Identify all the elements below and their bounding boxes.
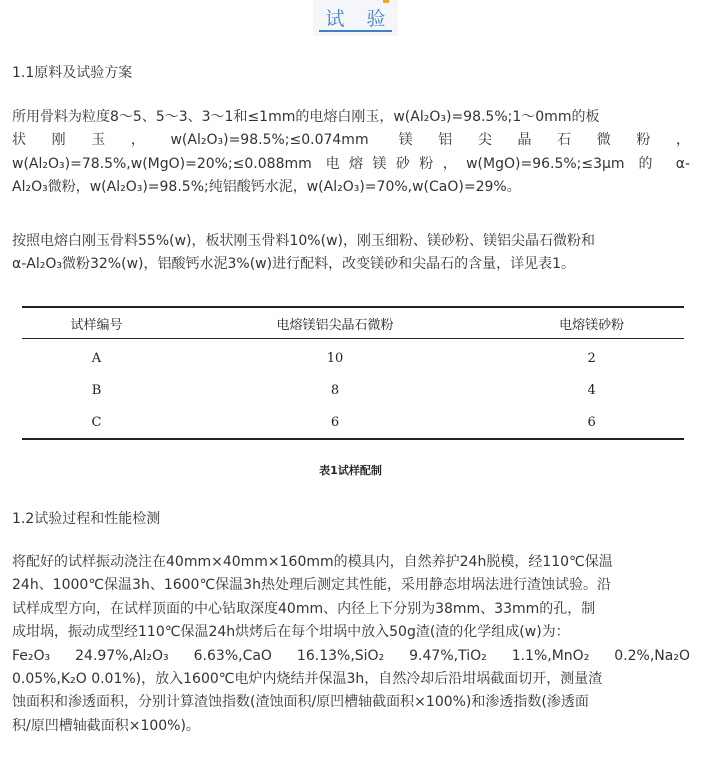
table-cell: 6 <box>499 406 684 439</box>
table-row <box>22 339 684 375</box>
table-cell: B <box>91 382 102 398</box>
table-cell: 10 <box>326 350 344 366</box>
table-caption: 表1试样配制 <box>319 464 382 477</box>
table-cell: 8 <box>330 382 340 398</box>
paragraph-materials <box>12 106 690 200</box>
section-title-box <box>313 0 398 36</box>
paragraph-batching <box>12 230 690 277</box>
table-cell: 4 <box>587 382 596 398</box>
paragraph-line: 所用骨料为粒度8～5、5～3、3～1和≤1mm的电熔白刚玉，w(Al₂O₃)=98.5%;1～0mm的板 <box>12 109 600 125</box>
paragraph-line: Al₂O₃微粉，w(Al₂O₃)=98.5%;纯铝酸钙水泥，w(Al₂O₃)=70%,w(CaO)=29%。 <box>12 179 521 196</box>
paragraph-line: 成坩埚，振动成型经110℃保温24h烘烤后在每个坩埚中放入50g渣(渣的化学组成(w)为： <box>12 624 570 641</box>
table-cell: C <box>22 406 171 439</box>
title-accent-mark <box>383 0 389 3</box>
section-title: 试 验 <box>325 8 394 30</box>
table-row <box>22 406 684 439</box>
paragraph-line: 0.05%,K₂O 0.01%)，放入1600℃电炉内烧结并保温3h，自然冷却后沿坩埚截面切开，测量渣 <box>12 671 603 688</box>
table-row <box>22 374 684 406</box>
paragraph-line: Fe₂O₃ 24.97%,Al₂O₃ 6.63%,CaO 16.13%,SiO₂ 9.47%,TiO₂ 1.1%,MnO₂ 0.2%,Na₂O <box>12 647 690 664</box>
table-header-row <box>22 307 684 339</box>
table-header-cell: 电熔镁砂粉 <box>499 307 684 339</box>
paragraph-line: 将配好的试样振动浇注在40mm×40mm×160mm的模具内，自然养护24h脱模，经110℃保温 <box>12 554 613 570</box>
table-cell: A <box>91 350 102 366</box>
heading-1-1: 1.1原料及试验方案 <box>12 65 133 81</box>
paragraph-line: w(Al₂O₃)=78.5%,w(MgO)=20%;≤0.088mm 电熔镁砂粉，w(MgO)=96.5%;≤3μm 的 α- <box>12 155 690 172</box>
heading-1-2: 1.2试验过程和性能检测 <box>12 511 161 527</box>
paragraph-line: 按照电熔白刚玉骨料55%(w)，板状刚玉骨料10%(w)，刚玉细粉、镁砂粉、镁铝尖晶石微粉和 <box>12 233 595 249</box>
sample-composition-table <box>22 306 684 440</box>
table-header-cell: 试样编号 <box>22 307 171 339</box>
paragraph-line: 试样成型方向，在试样顶面的中心钻取深度40mm、内径上下分别为38mm、33mm的孔，制 <box>12 600 596 617</box>
table-cell: 2 <box>587 350 596 366</box>
paragraph-line: α-Al₂O₃微粉32%(w)，铝酸钙水泥3%(w)进行配料，改变镁砂和尖晶石的含量，详见表1。 <box>12 256 575 273</box>
paragraph-line: 24h、1000℃保温3h、1600℃保温3h热处理后测定其性能，采用静态坩埚法进行渣蚀试验。沿 <box>12 577 611 594</box>
table-cell: 6 <box>171 406 499 439</box>
paragraph-line: 积/原凹槽轴截面积×100%)。 <box>12 717 200 734</box>
paragraph-procedure <box>12 551 690 738</box>
paragraph-line: 状刚玉，w(Al₂O₃)=98.5%;≤0.074mm 镁铝尖晶石微粉， <box>12 132 690 149</box>
table-header-cell: 电熔镁铝尖晶石微粉 <box>171 307 499 339</box>
title-underline <box>319 30 392 32</box>
paragraph-line: 蚀面积和渗透面积，分别计算渣蚀指数(渣蚀面积/原凹槽轴截面积×100%)和渗透指数(渗透面 <box>12 694 589 711</box>
